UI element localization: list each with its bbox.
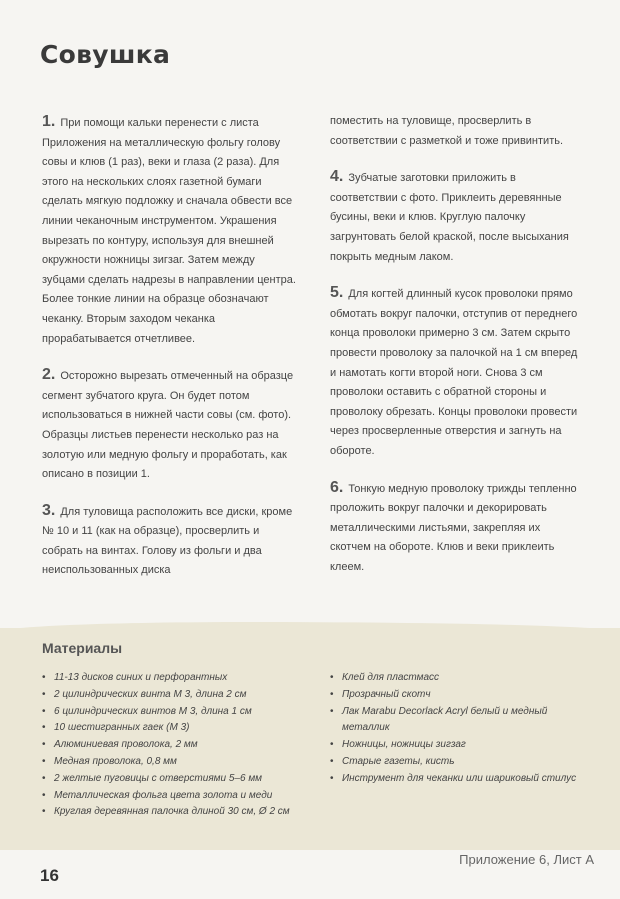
step-number: 4. [330, 168, 344, 186]
list-item [42, 788, 314, 805]
material-text: Круглая деревянная палочка длиной 30 см, Ø 2 см [54, 806, 290, 818]
step-text: Для туловища расположить все диски, кроме № 10 и 11 (как на образце), просверлить и собрать на винтах. Голову из фольги и два неиспользованных диска [42, 505, 293, 577]
page-title: Совушка [40, 40, 171, 69]
materials-list-left [42, 670, 314, 821]
list-item [330, 754, 592, 771]
step-text: Тонкую медную проволоку трижды тепленно проложить вокруг палочки и декорировать металлическими листьями, закрепляя их скотчем на обороте. Клюв и веки приклеить клеем. [330, 482, 577, 573]
step-number: 2. [42, 366, 56, 384]
list-item [330, 704, 592, 738]
step-text: Зубчатые заготовки приложить в соответствии с фото. Приклеить деревянные бусины, веки и клюв. Круглую палочку загрунтовать белой краской, после высыхания покрыть медным лаком. [330, 172, 569, 263]
bullet-icon: • [42, 672, 46, 683]
step-6 [330, 478, 584, 578]
bullet-icon: • [330, 755, 334, 767]
list-item [330, 771, 592, 788]
material-text: Алюминиевая проволока, 2 мм [54, 739, 198, 751]
bullet-icon: • [330, 672, 334, 683]
step-5 [330, 283, 584, 461]
bullet-icon: • [42, 688, 46, 700]
instructions-column-right [330, 112, 584, 593]
material-text: Инструмент для чеканки или шариковый стилус [342, 772, 577, 784]
bullet-icon: • [42, 739, 46, 751]
bullet-icon: • [330, 772, 334, 784]
bullet-icon: • [42, 705, 46, 717]
bullet-icon: • [42, 755, 46, 767]
materials-list-right [330, 670, 592, 788]
list-item [42, 754, 314, 771]
material-text: 11-13 дисков синих и перфорантных [54, 672, 228, 683]
page-number: 16 [40, 866, 59, 885]
step-number: 1. [42, 113, 56, 130]
step-3-continued [330, 112, 584, 151]
material-text: Металлическая фольга цвета золота и меди [54, 789, 273, 801]
material-text: Старые газеты, кисть [342, 755, 455, 767]
step-number: 5. [330, 284, 344, 302]
appendix-reference: Приложение 6, Лист А [459, 852, 594, 867]
instructions-column-left [42, 112, 296, 597]
list-item [42, 771, 314, 788]
material-text: Лак Marabu Decorlack Acryl белый и медный металлик [342, 705, 548, 734]
step-text: поместить на туловище, просверлить в соответствии с разметкой и тоже привинтить. [330, 115, 564, 147]
step-4 [330, 167, 584, 267]
bullet-icon: • [42, 806, 46, 818]
list-item [42, 670, 314, 687]
material-text: Клей для пластмасс [342, 672, 440, 683]
material-text: Ножницы, ножницы зигзаг [342, 739, 466, 751]
step-3 [42, 501, 296, 581]
material-text: 2 цилиндрических винта М 3, длина 2 см [54, 688, 247, 700]
bullet-icon: • [330, 705, 334, 717]
material-text: 2 желтые пуговицы с отверстиями 5–6 мм [54, 772, 263, 784]
list-item [42, 720, 314, 737]
step-1 [42, 112, 296, 349]
bullet-icon: • [330, 688, 334, 700]
list-item [42, 704, 314, 721]
list-item [330, 737, 592, 754]
step-text: Для когтей длинный кусок проволоки прямо обмотать вокруг палочки, отступив от переднего конца проволоки примерно 3 см. Затем скрыто провести проволоку за палочкой на 1 см вперед и намотать когти второй ноги. Снова 3 см проволоки оставить с обратной стороны и проволоку обрезать. Концы проволоки провести через просверленные отверстия и загнуть на обороте. [330, 288, 578, 457]
list-item [330, 687, 592, 704]
step-text: При помощи кальки перенести с листа Приложения на металлическую фольгу голову совы и клюв (1 раз), веки и глаза (2 раза). Для этого на нескольких слоях газетной бумаги сделать мягкую подложку и сначала обвести все линии чеканочным инструментом. Украшения вырезать по контуру, используя для внешней окружности ножницы зигзаг. Затем между зубцами сделать надрезы в направлении центра. Более тонкие линии на образце обозначают чеканку. Вторым заходом чеканка прорабатывается отчетливее. [42, 117, 296, 345]
bullet-icon: • [42, 789, 46, 801]
materials-box [0, 628, 620, 850]
materials-title: Материалы [42, 640, 123, 656]
bullet-icon: • [330, 739, 334, 751]
material-text: 10 шестигранных гаек (М 3) [54, 722, 190, 734]
list-item [42, 687, 314, 704]
bullet-icon: • [42, 772, 46, 784]
step-number: 6. [330, 478, 344, 496]
list-item [42, 737, 314, 754]
step-text: Осторожно вырезать отмеченный на образце сегмент зубчатого круга. Он будет потом использоваться в нижней части совы (см. фото). Образцы листьев перенести несколько раз на золотую или медную фольгу и проработать, как описано в позиции 1. [42, 370, 294, 481]
step-number: 3. [42, 501, 56, 519]
material-text: Прозрачный скотч [342, 688, 431, 700]
material-text: Медная проволока, 0,8 мм [54, 755, 177, 767]
material-text: 6 цилиндрических винтов М 3, длина 1 см [54, 705, 252, 717]
list-item [42, 804, 314, 821]
step-2 [42, 365, 296, 485]
list-item [330, 670, 592, 687]
bullet-icon: • [42, 722, 46, 734]
